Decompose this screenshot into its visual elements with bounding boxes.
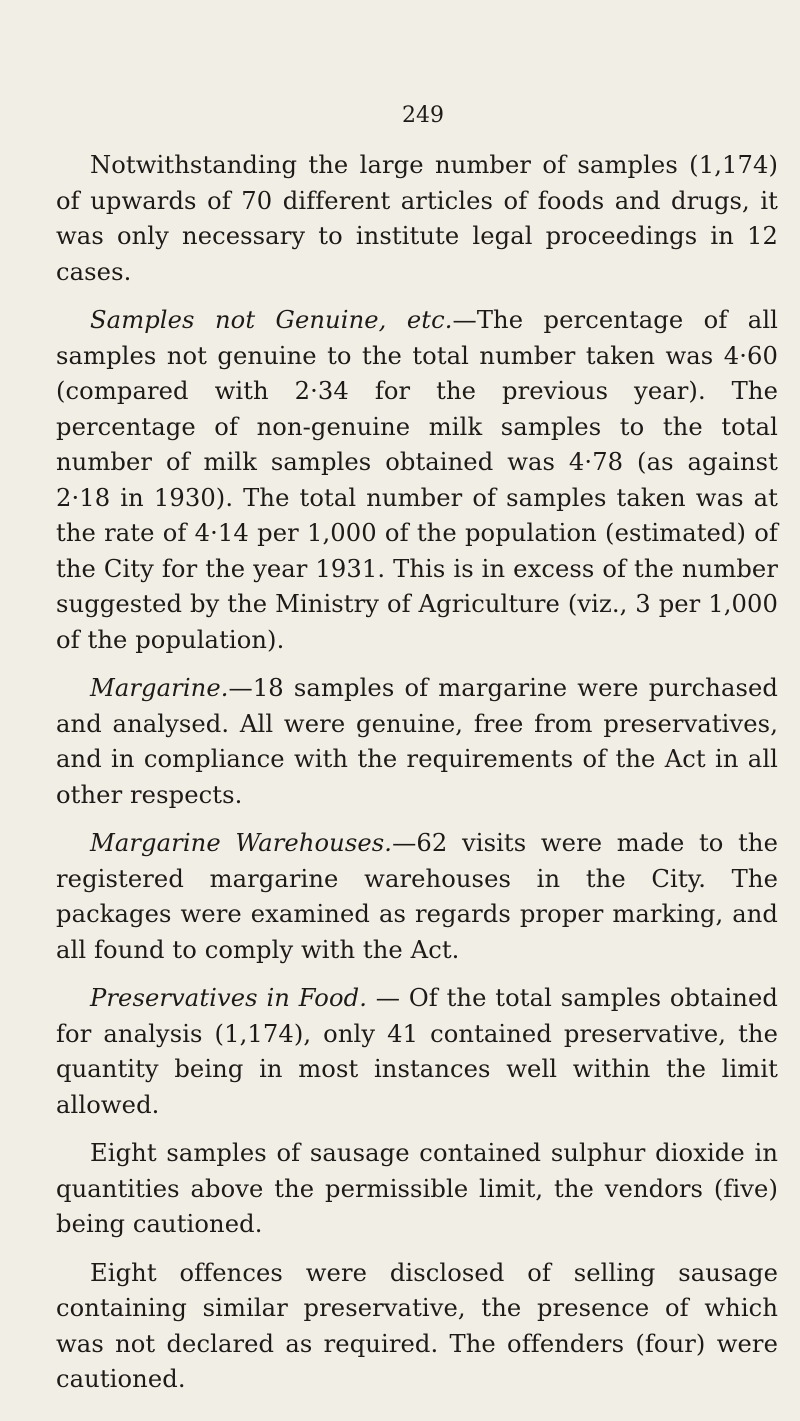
paragraph-margarine-warehouses: [56, 826, 778, 968]
paragraph-text: — Of the total samples obtained for analysis (1,174), only 41 contained preservative, the quantity being in most instances well within the limit allowed.: [56, 984, 778, 1119]
document-body: [56, 148, 778, 1411]
paragraph-text: —18 samples of margarine were purchased and analysed. All were genuine, free from preservatives, and in compliance with the requirements of the Act in all other respects.: [56, 674, 778, 809]
paragraph-text: Eight offences were disclosed of selling sausage containing similar preservative, the presence of which was not declared as required. The offenders (four) were cautioned.: [56, 1258, 778, 1393]
paragraph-text: Notwithstanding the large number of samples (1,174) of upwards of 70 different articles of foods and drugs, it was only necessary to institute legal proceedings in 12 cases.: [56, 151, 778, 286]
paragraph-margarine: [56, 671, 778, 813]
section-heading: Margarine.: [90, 674, 229, 702]
paragraph-preservatives-in-food: [56, 981, 778, 1123]
paragraph-sausage-samples: [56, 1136, 778, 1243]
paragraph-text: —The percentage of all samples not genuine to the total number taken was 4·60 (compared with 2·34 for the previous year). The percentage of non-genuine milk samples to the total number of milk samples obtained was 4·78 (as against 2·18 in 1930). The total number of samples taken was at the rate of 4·14 per 1,000 of the population (estimated) of the City for the year 1931. This is in excess of the number suggested by the Ministry of Agriculture (viz., 3 per 1,000 of the population).: [56, 306, 778, 654]
paragraph-text: —62 visits were made to the registered margarine warehouses in the City. The packages were examined as regards proper marking, and all found to comply with the Act.: [56, 829, 779, 964]
section-heading: Samples not Genuine, etc.: [90, 306, 453, 334]
paragraph-sausage-offences: [56, 1256, 778, 1398]
section-heading: Margarine Warehouses.: [90, 829, 393, 857]
paragraph-legal-proceedings: [56, 148, 778, 290]
page-number: 249: [402, 103, 444, 128]
paragraph-samples-not-genuine: [56, 303, 778, 658]
paragraph-text: Eight samples of sausage contained sulphur dioxide in quantities above the permissible limit, the vendors (five) being cautioned.: [56, 1139, 778, 1238]
section-heading: Preservatives in Food.: [90, 984, 367, 1012]
